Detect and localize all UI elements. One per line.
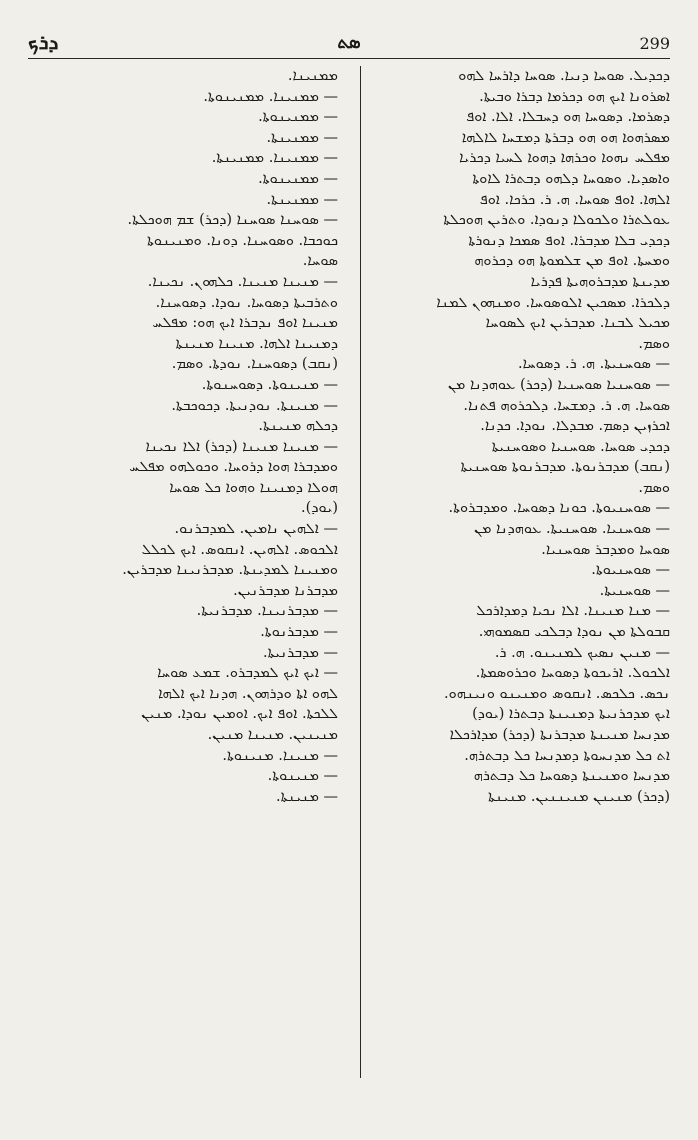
entry-line: ܡܦܠܚ ܢܗܘܐ ܘܟܪܗܐ ܕܗܘܐ ܠܚܝܐ ܕܟܪܝܐ (459, 150, 670, 167)
entry-line: — ܡܡܢܝܢܘܬܐ. (258, 109, 338, 126)
header-mark: ܕܪܟ (28, 30, 59, 54)
entry-line: ܡܕܢܚܐ ܡܢܝܢܬܐ ܡܕܒܪܢܬܐ (ܕܟܪ) ܡܕܐܪܟܠܐ (449, 727, 670, 743)
header-rule (28, 58, 670, 59)
entry-line: — ܣܘܚܢܝܬܐ. ܗ. ܪ. ܕܣܘܚܐ. (518, 356, 670, 373)
entry-line: ܐܠܗܐ. ܐܘܦ ܣܘܚܐ. ܗ. ܪ. ܟܪܟܐ. ܐܘܦ (479, 191, 670, 208)
entry-line: (ܢܩܒ) ܕܣܘܚܢܐ. ܢܘܕܬܐ. ܘܣܡ. (171, 356, 338, 373)
entry-line: ܡܕܒܪܢܐ ܡܕܒܪܢܝܢ. (233, 582, 338, 599)
entry-line: ܠܗܘ ܐܬܐ ܘܕܪܗܘܢ. ܗܕܢܐ ܐܝܟ ܐܠܗܐ (158, 685, 338, 702)
entry-line: — ܡܕܒܪܢܘܬܐ. (260, 624, 338, 641)
entry-line: ܡܕܢܚܐ ܘܡܢܝܢܬܐ ܕܣܘܚܐ ܟܠ ܕܒܬܪܗ (473, 768, 670, 785)
left-column (42, 66, 338, 1086)
entry-line: ܕܣܪܡܐ. ܕܣܘܚܐ ܗܘ ܕܚܒܠܐ. ܐܠܐ. ܐܘܦ (466, 109, 670, 126)
entry-line: ܕܟܠܗ ܡܢܝܢܬܐ. (258, 418, 338, 435)
entry-line: ܘܬܪܒܝܬܐ ܕܣܘܚܐ. ܢܘܕܐ. ܕܣܘܚܢܐ. (155, 294, 338, 311)
entry-line: — ܣܘܚܢܝܬܐ. (599, 582, 670, 599)
entry-line: — ܡܕܒܪܢܝܢܐ. ܡܕܒܪܢܝܬܐ. (196, 603, 338, 620)
entry-line: ܘܐܣܕܝܐ. ܘܣܘܚܐ ܕܠܗܘ ܕܒܬܪܐ ܠܐܘܬܐ (472, 170, 670, 187)
entry-line: ܡܟܝܠ ܠܒܢܐ. ܡܕܒܪܝܢ ܐܝܟ ܠܣܘܚܐ (485, 315, 670, 332)
entry-line: ܟܘܟܒܐ. ܘܣܘܚܢܐ. ܕܘܢܐ. ܘܡܢܝܢܘܬܐ (146, 232, 338, 249)
entry-line: (ܝܘܕ). (301, 500, 338, 517)
entry-line: — ܡܢܝܢܐ ܡܢܝܢܐ (ܕܟܪ) ܐܠܐ ܢܟܝܢܐ (145, 438, 338, 455)
entry-line: ܕܟܕܝܠ. ܣܘܚܐ ܕܢܝܐ. ܣܘܚܐ ܕܐܪܚܐ ܠܗܘ (458, 68, 670, 84)
entry-line: — ܡܢܝܢܐ. ܡܢܝܢܘܬܐ. (222, 747, 338, 764)
entry-line: — ܡܡܢܝܢܬܐ. (266, 129, 338, 146)
header-title: ܣܬ (337, 32, 361, 53)
entry-line: ܘܣܡ. (638, 479, 670, 496)
entry-line: ܘܣܡ. (638, 335, 670, 352)
entry-line: — ܡܢܝܢܘܬܐ. ܕܣܘܚܢܘܬܐ. (201, 376, 338, 393)
entry-line: (ܢܩܒ) ܡܕܒܪܢܘܬܐ. ܡܕܒܪܢܘܬܐ ܣܘܚܢܝܬܐ (460, 459, 670, 476)
entry-line: — ܐܠܗܝܢ ܢܐܡܝܢ. ܠܡܕܒܪܢܘ. (174, 521, 338, 538)
entry-line: — ܣܘܚܢܝܘܬܐ. (591, 562, 670, 579)
entry-line: ܡܕܝܢܬܐ ܡܕܒܪܘܗܝܬܐ ܦܕܪܝܐ (530, 273, 670, 290)
entry-line: — ܡܢܐ ܡܢܝܢܐ. ܐܠܐ ܢܟܝܐ ܕܡܕܐܪܟܠ (476, 603, 670, 620)
entry-line: — ܡܢܝܢܬܐ. (276, 788, 338, 805)
entry-line: — ܡܡܢܝܢܐ. ܡܡܢܝܢܬܐ. (211, 150, 338, 167)
entry-line: ܣܘܚܐ. (302, 253, 338, 270)
entry-line: ܥܘܠܬܪܐ ܘܠܟܘܠܐ ܕܢܘܕܐ. ܘܬܪܝܢ ܗܘܟܠܬܐ (443, 212, 670, 229)
entry-line: — ܐܝܟ ܐܝܟ ܠܡܕܒܪܘ. ܫܡܥ ܣܘܚܐ (157, 665, 338, 682)
entry-line: — ܡܡܢܝܢܘܬܐ. (258, 170, 338, 187)
entry-line: ܣܘܚܐ. ܗ. ܪ. ܕܡܫܚܐ. ܕܠܟܪܘܗ ܦܬܢܐ. (463, 397, 670, 414)
entry-line: ܘܡܢܝܢܐ ܠܡܕܝܢܬܐ. ܡܕܒܪܢܝܢܐ ܡܕܒܪܝܢ. (122, 562, 338, 579)
entry-line: ܐܠܟܘܠ. ܐܪܝܟܘܬܐ ܕܣܘܚܐ ܘܟܪܘܣܡܬܐ. (475, 665, 670, 682)
entry-line: ܘܡܕܒܪܐ ܗܘܐ ܕܪܘܚܐ. ܘܟܘܠܗܘ ܡܦܠܚ (129, 459, 338, 476)
entry-line: ܐܣܪܘܢܐ ܐܝܟ ܗܘ ܕܟܪܡܐ ܕܒܪܐ ܘܒܝܬܐ. (479, 88, 670, 105)
entry-line: ܐܬ ܟܠ ܡܕܢܚܘܬܐ ܕܡܕܢܚܐ ܟܠ ܕܒܬܪܗ. (464, 747, 670, 764)
entry-line: ܗܘܠܐ ܕܡܢܝܢܐ ܘܗܘܐ ܟܠ ܣܘܚܐ (169, 479, 338, 496)
entry-line: ܕܟܕܝ ܣܘܚܐ. ܣܘܚܢܝܐ ܘܣܘܚܢܝܬܐ (491, 438, 670, 455)
entry-line: — ܣܘܚܢܝܐ. ܣܘܚܢܝܬܐ. ܥܘܗܕܢܐ ܡܢ (474, 521, 670, 538)
entry-line: — ܡܢܝܢܐ ܡܢܝܢܐ. ܟܠܗܘܢ. ܢܟܝܢܐ. (147, 273, 338, 290)
entry-line: ܐܝܟ ܡܕܟܪܢܝܬܐ ܕܡܢܝܢܬܐ ܕܒܬܪܐ (ܝܘܕ) (472, 706, 670, 723)
entry-line: — ܡܢܝܢܬܐ. ܢܘܕܢܝܬܐ. ܕܟܘܟܒܬܐ. (171, 397, 338, 414)
right-column (380, 66, 670, 1086)
entry-line: ܡܢܝܢܝܢ. ܡܢܝܢܐ ܡܢܝܢ. (207, 727, 338, 743)
entry-line: ܐܟܪܙܝܢ ܕܣܡ. ܡܒܕܠܐ. ܢܘܕܐ. ܟܕܢܐ. (480, 418, 670, 435)
entry-line: — ܡܡܢܝܢܐ. ܡܡܢܝܢܘܬܐ. (203, 88, 338, 105)
entry-line: — ܡܢܝܢ ܢܣܝܟ ܠܡܢܝܢܘ. ܗ. ܪ. (494, 644, 670, 661)
column-divider (360, 66, 361, 1078)
entry-line: ܕܠܟܪܐ. ܡܣܟܝܢ ܐܠܘܣܘܚܐ. ܘܡܢܗܘܢ ܠܡܢܐ (436, 294, 670, 311)
entry-line: — ܡܕܒܪܢܝܬܐ. (263, 644, 338, 661)
page-number: 299 (639, 34, 670, 53)
entry-line: — ܣܘܚܢܝܐ ܣܘܚܢܝܐ (ܕܟܪ) ܥܘܗܕܢܐ ܡܢ (448, 376, 670, 393)
entry-line: ܡܡܢܝܢܐ. (287, 68, 338, 84)
entry-line: ܘܡܚܬܐ. ܐܘܦ ܡܢ ܫܠܡܘܬܐ ܗܘ ܕܟܪܘܗ (474, 253, 670, 270)
entry-line: — ܣܘܚܢܐ ܣܘܚܢܐ (ܕܟܪ) ܫܡ ܗܘܟܠܬܐ. (127, 212, 338, 229)
entry-line: — ܣܘܚܢܝܘܬܐ. ܟܘܢܐ ܕܣܘܚܐ. ܘܡܕܒܪܘܬܐ. (448, 500, 670, 517)
entry-line: ܐܠܟܘܣ. ܐܠܗܝܢ. ܐܢܩܘܣ. ܐܝܟ ܠܟܠܠ (141, 541, 338, 558)
entry-line: ܠܠܟܬܐ. ܐܘܦ ܐܝܟ. ܐܘܡܝܢ ܢܘܕܐ. ܡܢܝܢ (141, 706, 338, 723)
entry-line: ܡܢܝܢܐ ܐܘܦ ܢܕܒܪܐ ܐܝܟ ܗܘ: ܡܦܠܚ (152, 315, 338, 332)
entry-line: ܣܘܚܐ ܘܡܕܒܪ ܣܘܚܢܝܐ. (541, 541, 670, 558)
entry-line: ܡܣܪܗܘܐ ܗܘ ܗܘ ܕܒܪܬܐ ܕܡܫܚܐ ܠܐܠܗܐ (461, 129, 670, 146)
entry-line: — ܡܡܢܝܢܬܐ. (266, 191, 338, 208)
entry-line: ܢܟܣ. ܟܠܟܣ. ܐܢܩܘܣ ܘܡܢܝܢܘ ܘܢܝܢܗܘ. (444, 685, 670, 702)
entry-line: — ܡܢܝܢܘܬܐ. (267, 768, 338, 785)
entry-line: ܩܒܘܠܬܐ ܡܢ ܢܘܕܐ ܕܒܠܟܝ ܩܣܡܘܗܝ. (478, 624, 670, 641)
entry-line: ܕܟܕܝ ܒܠܐ ܡܕܒܪܐ. ܐܘܦ ܣܡܟܐ ܕܢܘܪܬܐ (468, 232, 670, 249)
entry-line: ܕܡܢܝܢܐ ܐܠܗܐ. ܡܢܝܢܐ ܡܢܝܢܬܐ (175, 335, 338, 352)
entry-line: (ܕܟܪ) ܡܢܝܢܢ ܡܢܝܢܢܝܢ. ܡܢܝܢܬܐ (488, 788, 670, 805)
